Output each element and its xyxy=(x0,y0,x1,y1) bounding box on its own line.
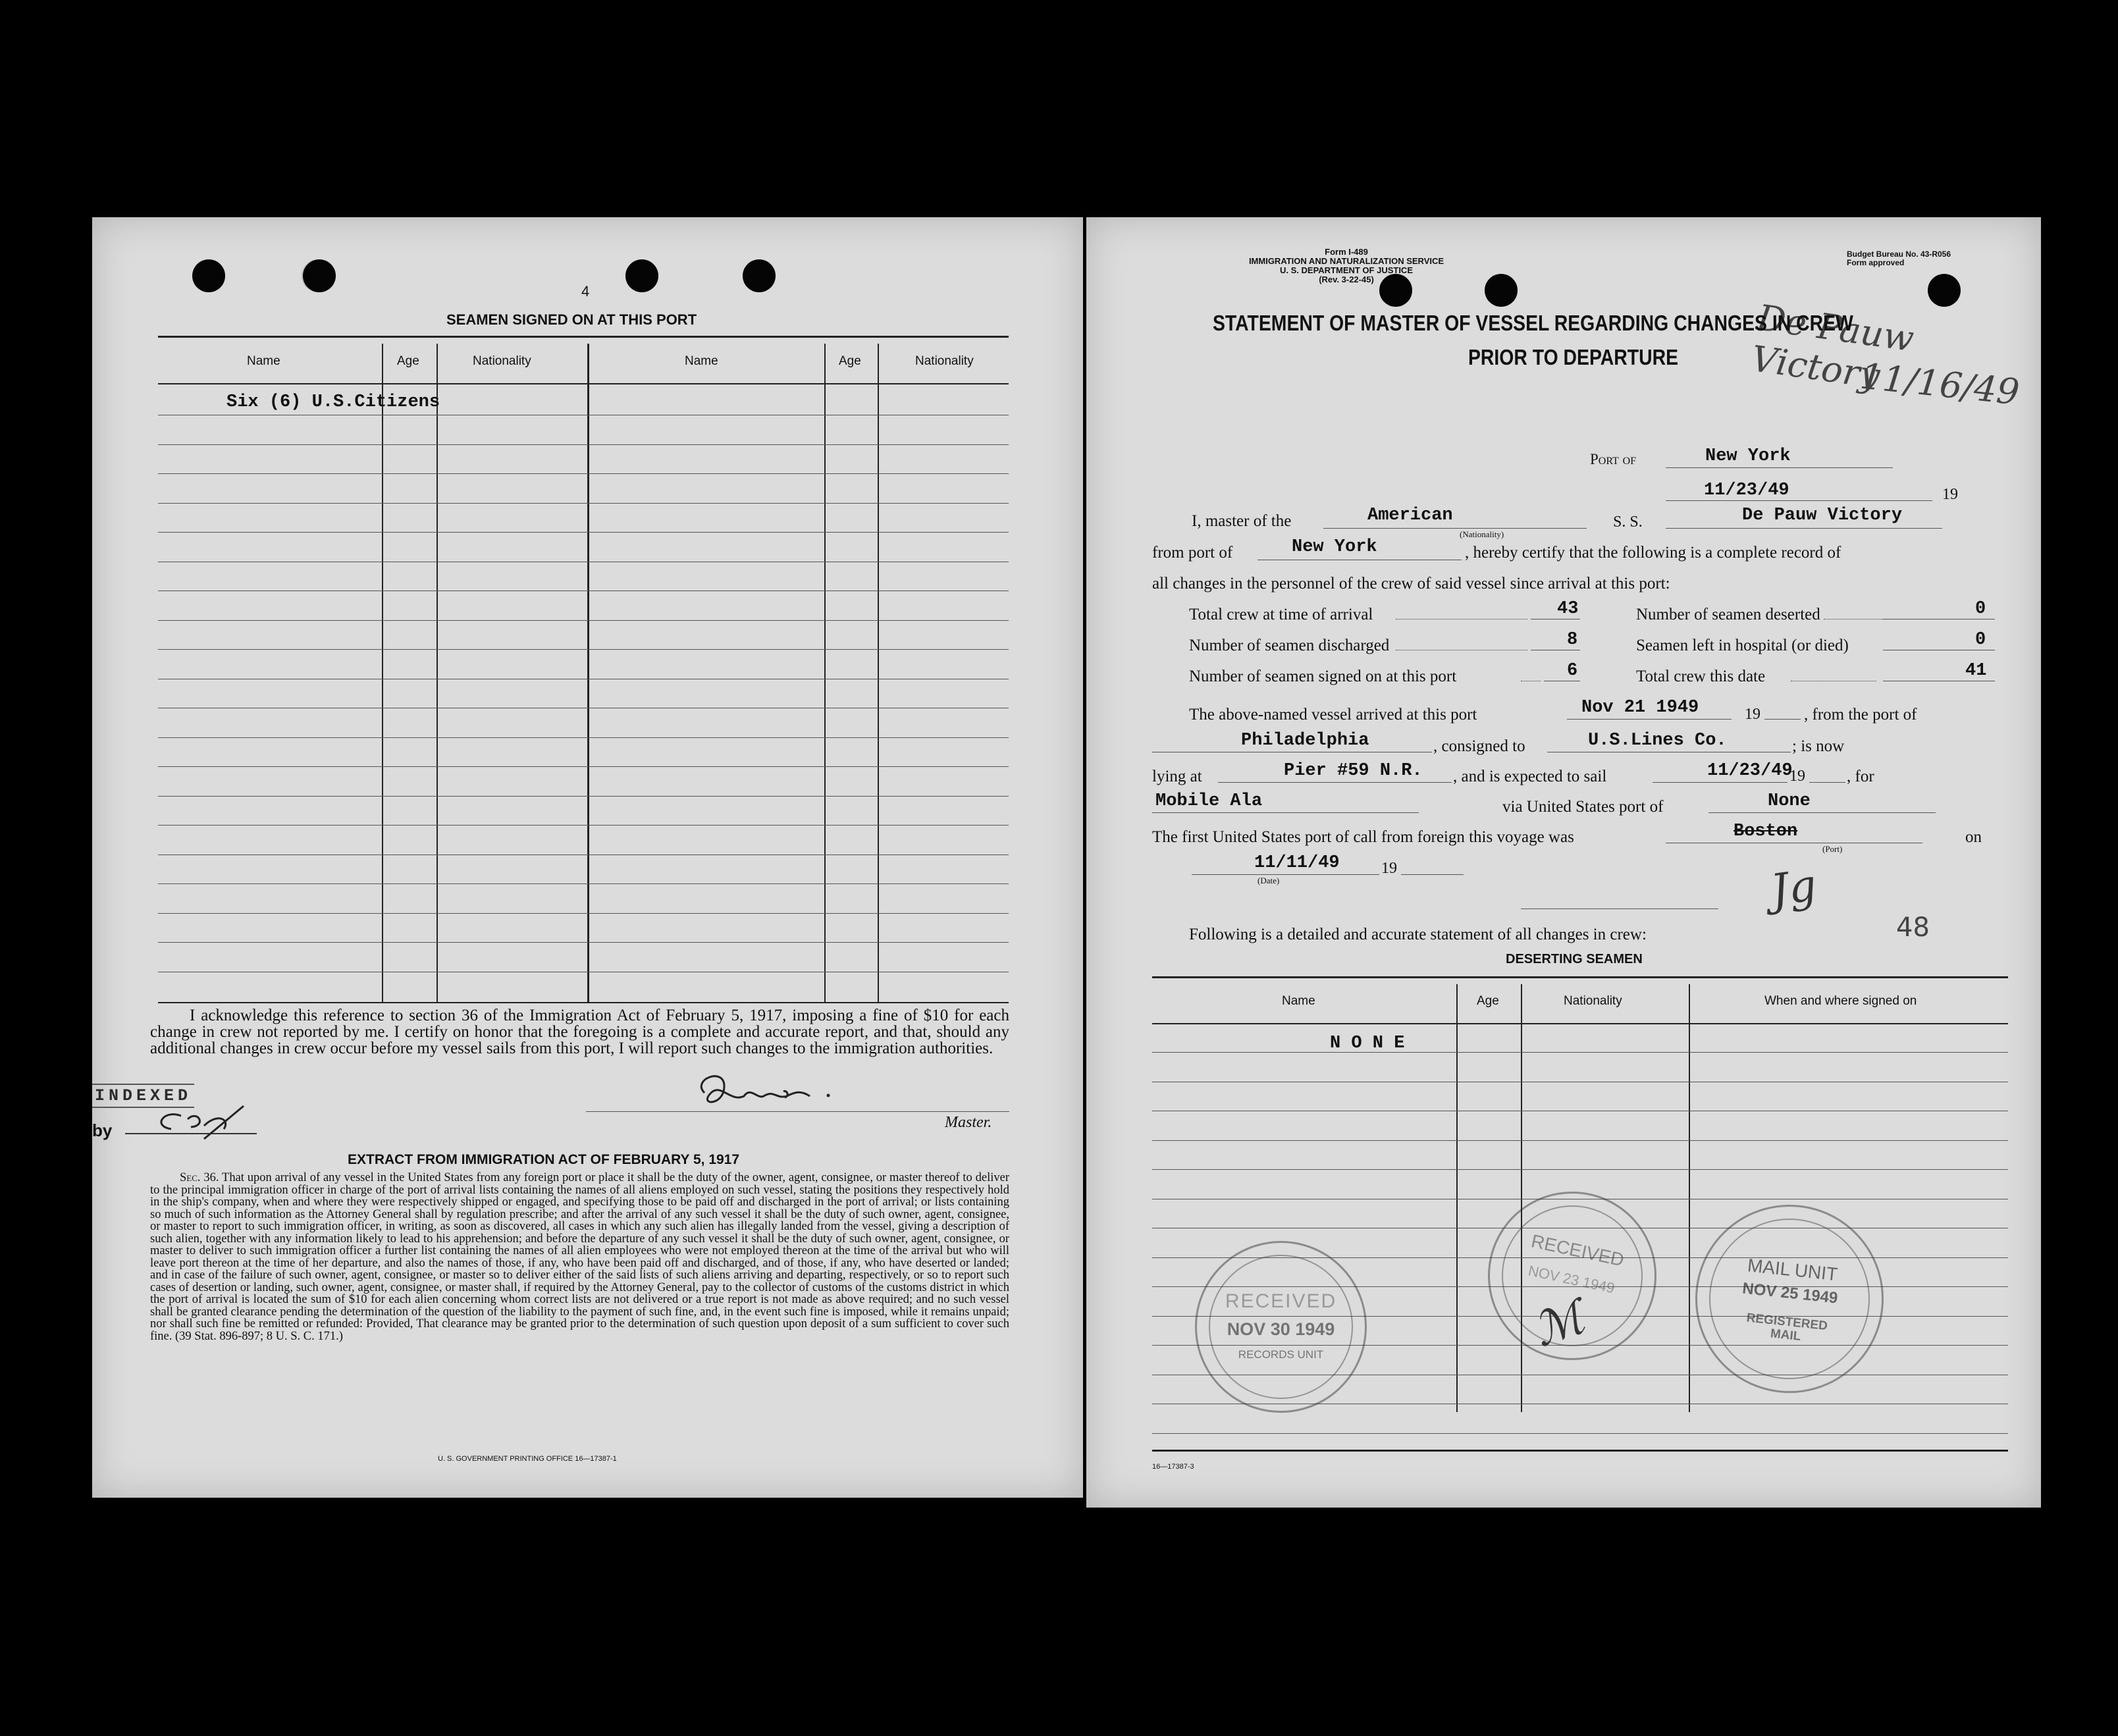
nationality-caption: (Nationality) xyxy=(1460,529,1504,539)
punch-hole xyxy=(192,259,225,292)
stamp-top: RECEIVED xyxy=(1225,1290,1337,1312)
deserted-label: Number of seamen deserted xyxy=(1636,606,1820,623)
table-row-rule xyxy=(1152,1140,2008,1141)
via-label: via United States port of xyxy=(1502,798,1664,816)
fill-line xyxy=(1323,528,1587,529)
column-rule xyxy=(824,344,826,1002)
via-value: None xyxy=(1768,791,1811,811)
signature-line xyxy=(586,1111,1009,1112)
table-row-rule xyxy=(158,649,1009,650)
year-prefix: 19 xyxy=(1381,860,1397,877)
table-row-rule xyxy=(158,444,1009,445)
table-row-rule xyxy=(158,766,1009,767)
year-prefix: 19 xyxy=(1745,706,1761,723)
is-now-label: ; is now xyxy=(1792,737,1845,755)
first-date-value: 11/11/49 xyxy=(1254,853,1340,873)
nationality-value: American xyxy=(1367,506,1453,525)
stamp-bottom: RECORDS UNIT xyxy=(1238,1348,1324,1361)
punch-hole xyxy=(1485,274,1518,307)
stamp-bottom: REGISTERED MAIL xyxy=(1745,1311,1828,1344)
destination: Mobile Ala xyxy=(1155,791,1263,811)
fill-line xyxy=(1152,812,1419,813)
from-port-of-label: , from the port of xyxy=(1804,706,1917,723)
stamp-top: RECEIVED xyxy=(1529,1230,1626,1271)
total-crew-arrival-label: Total crew at time of arrival xyxy=(1189,606,1373,623)
total-crew-arrival: 43 xyxy=(1557,599,1579,619)
stamp-top: MAIL UNIT xyxy=(1746,1255,1839,1285)
hospital-label: Seamen left in hospital (or died) xyxy=(1636,637,1849,654)
origin-port: Philadelphia xyxy=(1241,731,1369,750)
form-subtitle: PRIOR TO DEPARTURE xyxy=(1468,345,1679,369)
fill-line xyxy=(1666,500,1932,501)
lying-at-value: Pier #59 N.R. xyxy=(1284,761,1423,781)
for-label: , for xyxy=(1847,768,1874,785)
extract-lead: Sec. 36. xyxy=(180,1171,219,1184)
ss-label: S. S. xyxy=(1613,513,1643,531)
date-caption: (Date) xyxy=(1258,876,1280,885)
table-row-rule xyxy=(1152,1433,2008,1434)
fill-line xyxy=(1218,782,1452,783)
table-row-rule xyxy=(1152,1169,2008,1170)
stamp-date: NOV 23 1949 xyxy=(1527,1262,1616,1297)
deserting-entry: N O N E xyxy=(1330,1034,1405,1053)
table-row-rule xyxy=(158,620,1009,621)
column-rule xyxy=(437,344,438,1002)
arrived-label: The above-named vessel arrived at this port xyxy=(1189,706,1477,723)
first-port-label: The first United States port of call from foreign this voyage was xyxy=(1152,828,1574,846)
received-stamp xyxy=(1195,1241,1367,1413)
lying-at-label: lying at xyxy=(1152,768,1202,785)
from-port-value: New York xyxy=(1292,537,1377,557)
header-age: Age xyxy=(397,354,419,368)
table-row-rule xyxy=(158,913,1009,914)
header-nationality: Nationality xyxy=(473,354,531,368)
column-rule xyxy=(382,344,383,1002)
certify-text: , hereby certify that the following is a complete record of xyxy=(1465,544,1841,562)
master-label: Master. xyxy=(945,1114,992,1131)
port-label: Port of xyxy=(1590,451,1637,467)
left-footer: U. S. GOVERNMENT PRINTING OFFICE 16—17387-1 xyxy=(438,1455,617,1463)
table-bottom-rule xyxy=(1152,1450,2008,1452)
hospital: 0 xyxy=(1975,630,1986,650)
punch-hole xyxy=(625,259,658,292)
acknowledgement-text: I acknowledge this reference to section 36 of the Immigration Act of February 5, 1917, imposing a fine of $10 for each change in crew not reported by me. I certify on honor that the foregoing is a complete and accurate report, and that, should any additional changes in crew occur before my vessel sails from this port, I will report such changes to the immigration authorities. xyxy=(150,1007,1009,1057)
fill-line xyxy=(1653,782,1787,783)
header-name: Name xyxy=(247,354,280,368)
expected-label: , and is expected to sail xyxy=(1453,768,1607,785)
following-text: Following is a detailed and accurate statement of all changes in crew: xyxy=(1189,926,1647,943)
service-name: IMMIGRATION AND NATURALIZATION SERVICE xyxy=(1248,256,1444,266)
punch-hole xyxy=(1928,274,1961,307)
page-number: 4 xyxy=(581,283,590,300)
right-page xyxy=(1086,217,2041,1508)
table-top-rule xyxy=(1152,976,2008,978)
fill-line xyxy=(1567,719,1732,720)
indexer-initials xyxy=(125,1099,263,1145)
left-page xyxy=(92,217,1083,1498)
fill-line xyxy=(1666,467,1893,468)
right-footer: 16—17387-3 xyxy=(1152,1463,1194,1471)
budget-number: Budget Bureau No. 43-R056 xyxy=(1847,250,1951,259)
fill-line xyxy=(1192,874,1379,875)
master-of-label: I, master of the xyxy=(1192,512,1292,530)
revision: (Rev. 3-22-45) xyxy=(1319,275,1374,284)
stamp-date: NOV 25 1949 xyxy=(1741,1279,1839,1307)
header-name: Name xyxy=(685,354,718,368)
mail-unit-stamp xyxy=(1686,1196,1893,1402)
header-nationality: Nationality xyxy=(1564,994,1622,1008)
column-rule xyxy=(587,344,589,1002)
table-row-rule xyxy=(158,532,1009,533)
form-approved: Form approved xyxy=(1847,258,1905,267)
sail-date: 11/23/49 xyxy=(1707,761,1793,781)
extract-text: That upon arrival of any vessel in the United States from any foreign port or place it shall be the duty of the owner, agent, consignee, or master thereof to deliver to the principal immigration officer in charge of the port of arrival lists containing the names of all aliens employed on such vessel, stating the positions they respectively hold in the ship's company, when and where they were respectively shipped or engaged, and specifying those to be paid off and discharged in the port of arrival; or lists containing so much of such information as the Attorney General shall by regulation prescribe; and after the arrival of any such vessel it shall be the duty of such owner, agent, consignee, or master to report to such immigration officer, in writing, as soon as discovered, all cases in which any such alien has illegally landed from the vessel, giving a description of such alien, together with any information likely to lead to his apprehension; and before the departure of any such vessel it shall be the duty of such owner, agent, consignee, or master to deliver to such immigration officer a further list containing the names of all alien employees who were not employed thereon at the time of the arrival but who will leave port thereon at the time of her departure, and also the names of those, if any, who have been paid off and discharged, and of those, if any, who have deserted or landed; and in case of the failure of such owner, agent, consignee, or master so to deliver either of the said lists of such aliens arriving and departing, respectively, or so to report such cases of desertion or landing, such owner, agent, consignee, or master shall, if required by the Attorney General, pay to the collector of customs of the customs district in which the port of arrival is located the sum of $10 for each alien concerning whom correct lists are not delivered or a true report is not made as above required; and no such vessel shall be granted clearance pending the determination of the question of the liability to the payment of such fine, and, in the event such fine is imposed, while it remains unpaid; nor shall such fine be remitted or refunded: Provided, That clearance may be granted prior to the determination of such question upon deposit of a sum sufficient to cover such fine. (39 Stat. 896-897; 8 U. S. C. 171.) xyxy=(150,1171,1009,1343)
port-value: New York xyxy=(1705,446,1791,466)
deserting-title: DESERTING SEAMEN xyxy=(1506,952,1643,966)
table-header-rule xyxy=(158,383,1009,384)
discharged-label: Number of seamen discharged xyxy=(1189,637,1390,654)
form-number: Form I-489 xyxy=(1325,247,1368,257)
header-when-where: When and where signed on xyxy=(1764,994,1917,1008)
header-nationality: Nationality xyxy=(915,354,974,368)
budget-bureau xyxy=(1847,250,1951,267)
stamp-date: NOV 30 1949 xyxy=(1227,1319,1335,1339)
table-row-rule xyxy=(158,737,1009,738)
table-row-rule xyxy=(158,473,1009,474)
table-header-rule xyxy=(1152,1023,2008,1024)
table-row-rule xyxy=(158,883,1009,884)
fill-line xyxy=(1521,908,1718,909)
table-row-rule xyxy=(158,503,1009,504)
consigned-label: , consigned to xyxy=(1433,737,1525,755)
department-name: U. S. DEPARTMENT OF JUSTICE xyxy=(1280,265,1413,275)
indexed-stamp: INDEXED xyxy=(92,1084,194,1108)
arrived-value: Nov 21 1949 xyxy=(1581,698,1699,718)
consignee: U.S.Lines Co. xyxy=(1588,731,1727,750)
total-crew-date-label: Total crew this date xyxy=(1636,668,1766,685)
certify-text-2: all changes in the personnel of the crew of said vessel since arrival at this port: xyxy=(1152,575,1670,592)
table-bottom-rule xyxy=(158,1002,1009,1003)
form-header xyxy=(1231,248,1462,284)
deserted: 0 xyxy=(1975,599,1986,619)
handwritten-date: 11/16/49 xyxy=(1858,355,2022,413)
fill-line xyxy=(1401,874,1464,875)
extract-title: EXTRACT FROM IMMIGRATION ACT OF FEBRUARY 5, 1917 xyxy=(348,1152,740,1167)
discharged: 8 xyxy=(1567,630,1578,650)
punch-hole xyxy=(303,259,336,292)
table-entry: Six (6) U.S.Citizens xyxy=(226,392,440,412)
column-rule xyxy=(878,344,879,1002)
page-count: 48 xyxy=(1896,912,1930,943)
extract-body xyxy=(150,1172,1009,1342)
year-prefix: 19 xyxy=(1789,768,1805,785)
fill-line xyxy=(1809,782,1845,783)
header-age: Age xyxy=(1477,994,1499,1008)
initials: Jg xyxy=(1767,859,1820,916)
signed-on: 6 xyxy=(1567,661,1578,681)
date-value: 11/23/49 xyxy=(1704,481,1789,500)
fill-line xyxy=(1666,528,1942,529)
header-name: Name xyxy=(1282,994,1315,1008)
table-row-rule xyxy=(158,942,1009,943)
table-row-rule xyxy=(1152,1052,2008,1053)
form-title: STATEMENT OF MASTER OF VESSEL REGARDING CHANGES IN CREW xyxy=(1213,311,1853,335)
table-row-rule xyxy=(158,825,1009,826)
handwritten-vessel: De Pauw Victory xyxy=(1749,296,1917,397)
indexed-by-label: by xyxy=(92,1120,113,1140)
stamp-initials: ℳ xyxy=(1526,1290,1591,1358)
vessel-value: De Pauw Victory xyxy=(1742,506,1903,525)
from-port-label: from port of xyxy=(1152,544,1233,562)
signed-on-label: Number of seamen signed on at this port xyxy=(1189,668,1457,685)
fill-line xyxy=(1764,719,1801,720)
on-label: on xyxy=(1965,828,1982,846)
port-caption: (Port) xyxy=(1822,844,1843,854)
table-row-rule xyxy=(158,796,1009,797)
fill-line xyxy=(1708,812,1936,813)
punch-hole xyxy=(743,259,776,292)
header-age: Age xyxy=(839,354,861,368)
total-crew-date: 41 xyxy=(1965,661,1987,681)
year-prefix: 19 xyxy=(1942,486,1958,503)
first-port-value: Boston xyxy=(1734,822,1798,841)
table-top-rule xyxy=(158,336,1009,338)
section-title: SEAMEN SIGNED ON AT THIS PORT xyxy=(446,311,697,328)
